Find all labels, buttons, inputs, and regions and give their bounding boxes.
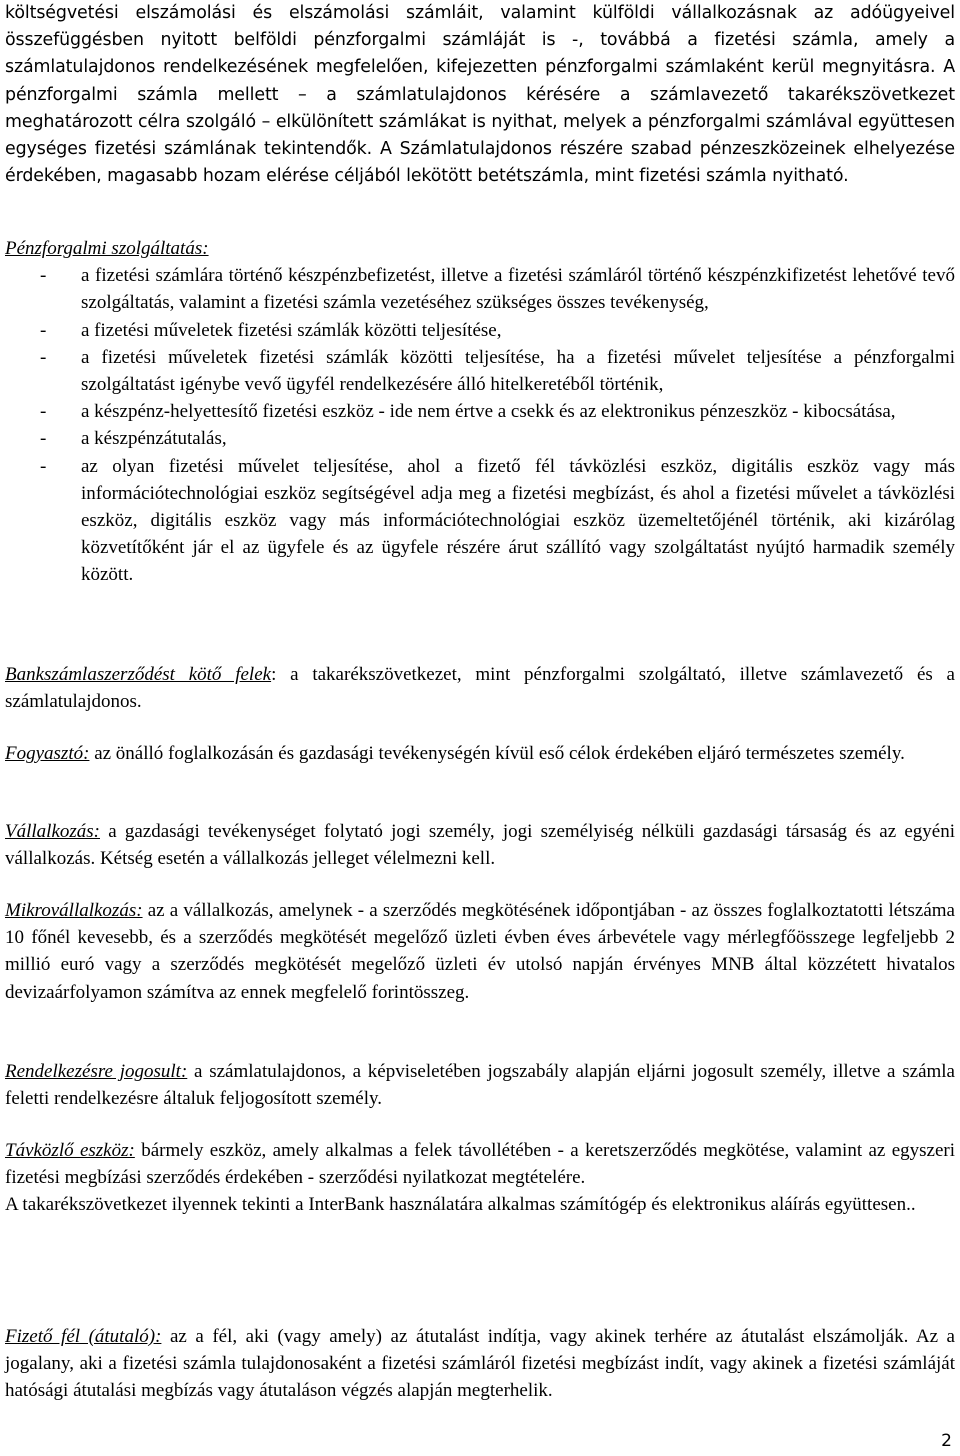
list-item-text: a fizetési műveletek fizetési számlák közötti teljesítése, (81, 319, 502, 341)
list-item-text: a fizetési műveletek fizetési számlák közötti teljesítése, ha a fizetési művelet teljesítése a pénzforgalmi szolgáltatást igénybe vevő ügyfél rendelkezésére álló hitelkeretéből történik, (81, 346, 955, 396)
definition-text: a gazdasági tevékenységet folytató jogi személy, jogi személyiség nélküli gazdasági társaság és az egyéni vállalkozás. Kétség esetén a vállalkozás jelleget vélelmezni kell. (5, 821, 955, 870)
list-item-text: a készpénzátutalás, (81, 428, 227, 450)
list-item-text: a készpénz-helyettesítő fizetési eszköz - ide nem értve a csekk és az elektronikus pénzeszköz - kibocsátása, (81, 401, 896, 423)
list-item (5, 262, 955, 316)
dash-bullet: - (40, 265, 47, 287)
intro-paragraph (5, 0, 955, 190)
term-fizeto-fel: Fizető fél (átutaló): (5, 1326, 162, 1347)
definition-text: bármely eszköz, amely alkalmas a felek távollétében - a keretszerződés megkötése, valamint az egyszeri fizetési megbízási szerződés érdekében - szerződési nyilatkozat megtételére. (5, 1140, 955, 1189)
term-penzforgalmi: Pénzforgalmi szolgáltatás: (5, 238, 209, 259)
page-number: 2 (941, 1431, 952, 1451)
definition-bankszamla (5, 661, 955, 715)
definition-text: az a vállalkozás, amelynek - a szerződés megkötésének időpontjában - az összes foglalkoztatotti létszáma 10 főnél kevesebb, és a szerződés megkötését megelőző üzleti évben éves árbevétele vagy mérlegfőösszege legfeljebb 2 millió euró vagy a szerződés megkötését megelőző üzleti év utolsó napján érvényes MNB által közzétett hivatalos devizaárfolyamon számítva az ennek megfelelő forintösszeg. (5, 900, 955, 1003)
penzforgalmi-list (5, 262, 955, 588)
dash-bullet: - (40, 319, 47, 341)
list-item (5, 317, 955, 344)
term-bankszamla: Bankszámlaszerződést kötő felek (5, 664, 272, 685)
list-item (5, 344, 955, 398)
term-rendelkezesre: Rendelkezésre jogosult: (5, 1061, 188, 1082)
term-tavkozlo: Távközlő eszköz: (5, 1140, 135, 1161)
penzforgalmi-section (5, 235, 955, 589)
list-item-text: a fizetési számlára történő készpénzbefizetést, illetve a fizetési számláról történő készpénzkifizetést lehetővé tevő szolgáltatás, valamint a fizetési számla vezetéséhez szükséges összes tevékenység, (81, 265, 955, 314)
list-item (5, 425, 955, 452)
dash-bullet: - (40, 401, 47, 423)
intro-text: költségvetési elszámolási és elszámolási számláit, valamint külföldi vállalkozásnak az adóügyeivel összefüggésben nyitott belföldi pénzforgalmi számláját is -, továbbá a fizetési számla, amely a számlatulajdonos rendelkezésének megfelelően, kifejezetten pénzforgalmi számlaként kerül megnyitásra. A pénzforgalmi számla mellett – a számlatulajdonos kérésére a számlavezető takarékszövetkezet meghatározott célra szolgáló – elkülönített számlákat is nyithat, melyek a pénzforgalmi számlával együttesen egységes fizetési számlának tekintendők. A Számlatulajdonos részére szabad pénzeszközeinek elhelyezése érdekében, magasabb hozam elérése céljából lekötött betétszámla, mint fizetési számla nyitható. (5, 3, 955, 187)
dash-bullet: - (40, 455, 47, 477)
definition-tavkozlo (5, 1137, 955, 1219)
definition-text: : a takarékszövetkezet, mint pénzforgalmi szolgáltató, illetve számlavezető és a számlatulajdonos. (5, 664, 955, 713)
dash-bullet: - (40, 428, 47, 450)
definition-vallalkozas (5, 818, 955, 872)
definition-text: az a fél, aki (vagy amely) az átutalást indítja, vagy akinek terhére az átutalást elszámolják. Az a jogalany, aki a fizetési számla tulajdonosaként a fizetési számláról fizetési megbízást indít, vagy akinek a fizetési számláját hatósági átutalási megbízás vagy átutaláson végzés alapján megterhelik. (5, 1326, 955, 1402)
definition-rendelkezesre (5, 1058, 955, 1112)
term-vallalkozas: Vállalkozás: (5, 821, 100, 842)
definition-text: a számlatulajdonos, a képviseletében jogszabály alapján eljárni jogosult személy, illetve a számla feletti rendelkezésre általuk feljogosított személy. (5, 1061, 955, 1110)
term-mikrovallalkozas: Mikrovállalkozás: (5, 900, 143, 921)
tavkozlo-extra-text: A takarékszövetkezet ilyennek tekinti a InterBank használatára alkalmas számítógép és elektronikus aláírás együttesen.. (5, 1194, 916, 1216)
definition-mikrovallalkozas (5, 897, 955, 1006)
definition-text: az önálló foglalkozásán és gazdasági tevékenységén kívül eső célok érdekében eljáró természetes személy. (89, 743, 905, 764)
dash-bullet: - (40, 346, 47, 368)
list-item (5, 453, 955, 589)
definition-fogyaszto (5, 740, 955, 767)
list-item-text: az olyan fizetési művelet teljesítése, ahol a fizető fél távközlési eszköz, digitális eszköz vagy más információtechnológiai eszköz segítségével adja meg a fizetési megbízást, és ahol a fizetési művelet a távközlési eszköz, digitális eszköz vagy más információtechnológiai eszköz üzemeltetőjénél történik, aki kizárólag közvetítőként jár el az ügyfele és az ügyfele részére árut szállító vagy szolgáltatást nyújtó harmadik személy között. (81, 455, 955, 586)
term-fogyaszto: Fogyasztó: (5, 743, 90, 764)
definition-fizeto-fel (5, 1323, 955, 1405)
list-item (5, 398, 955, 425)
